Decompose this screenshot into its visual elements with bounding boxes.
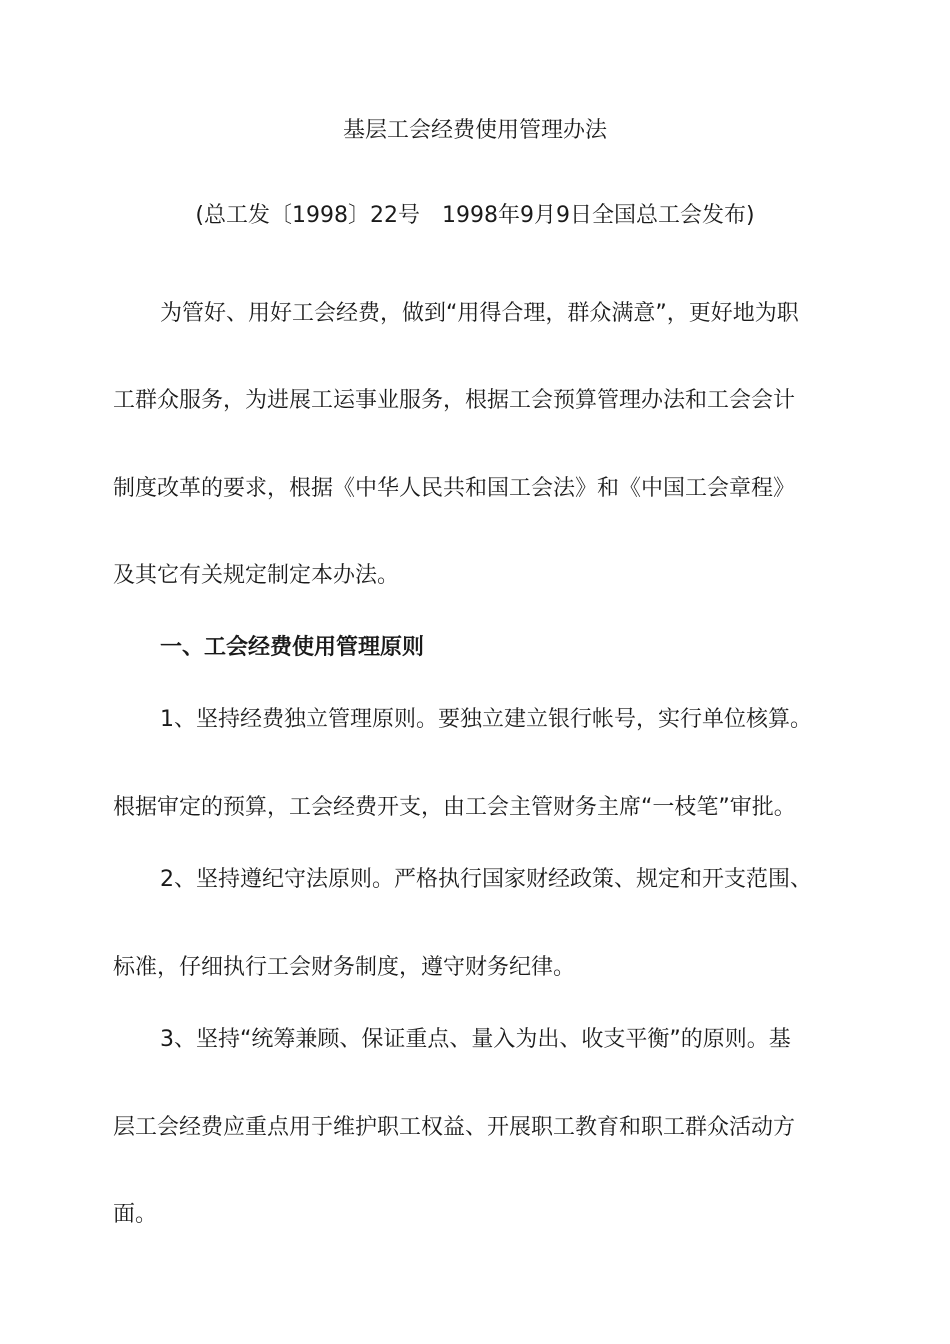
paragraph-line: 工群众服务，为进展工运事业服务，根据工会预算管理办法和工会会计 — [113, 388, 796, 413]
paragraph-line: 3、坚持“统筹兼顾、保证重点、量入为出、收支平衡”的原则。基 — [160, 1027, 791, 1052]
paragraph-line: 根据审定的预算，工会经费开支，由工会主管财务主席“一枝笔”审批。 — [113, 795, 796, 820]
paragraph-line: 为管好、用好工会经费，做到“用得合理，群众满意”，更好地为职 — [160, 301, 799, 326]
paragraph-line: 面。 — [113, 1202, 158, 1227]
paragraph-line: 标准，仔细执行工会财务制度，遵守财务纪律。 — [113, 955, 576, 980]
paragraph-line: 2、坚持遵纪守法原则。严格执行国家财经政策、规定和开支范围、 — [160, 867, 812, 892]
section-heading: 一、工会经费使用管理原则 — [160, 635, 425, 660]
document-subtitle: (总工发〔1998〕22号 1998年9月9日全国总工会发布) — [195, 203, 755, 228]
paragraph-line: 制度改革的要求，根据《中华人民共和国工会法》和《中国工会章程》 — [113, 476, 796, 501]
paragraph-line: 及其它有关规定制定本办法。 — [113, 563, 400, 588]
paragraph-line: 1、坚持经费独立管理原则。要独立建立银行帐号，实行单位核算。 — [160, 707, 812, 732]
document-title: 基层工会经费使用管理办法 — [342, 118, 607, 143]
paragraph-line: 层工会经费应重点用于维护职工权益、开展职工教育和职工群众活动方 — [113, 1115, 796, 1140]
